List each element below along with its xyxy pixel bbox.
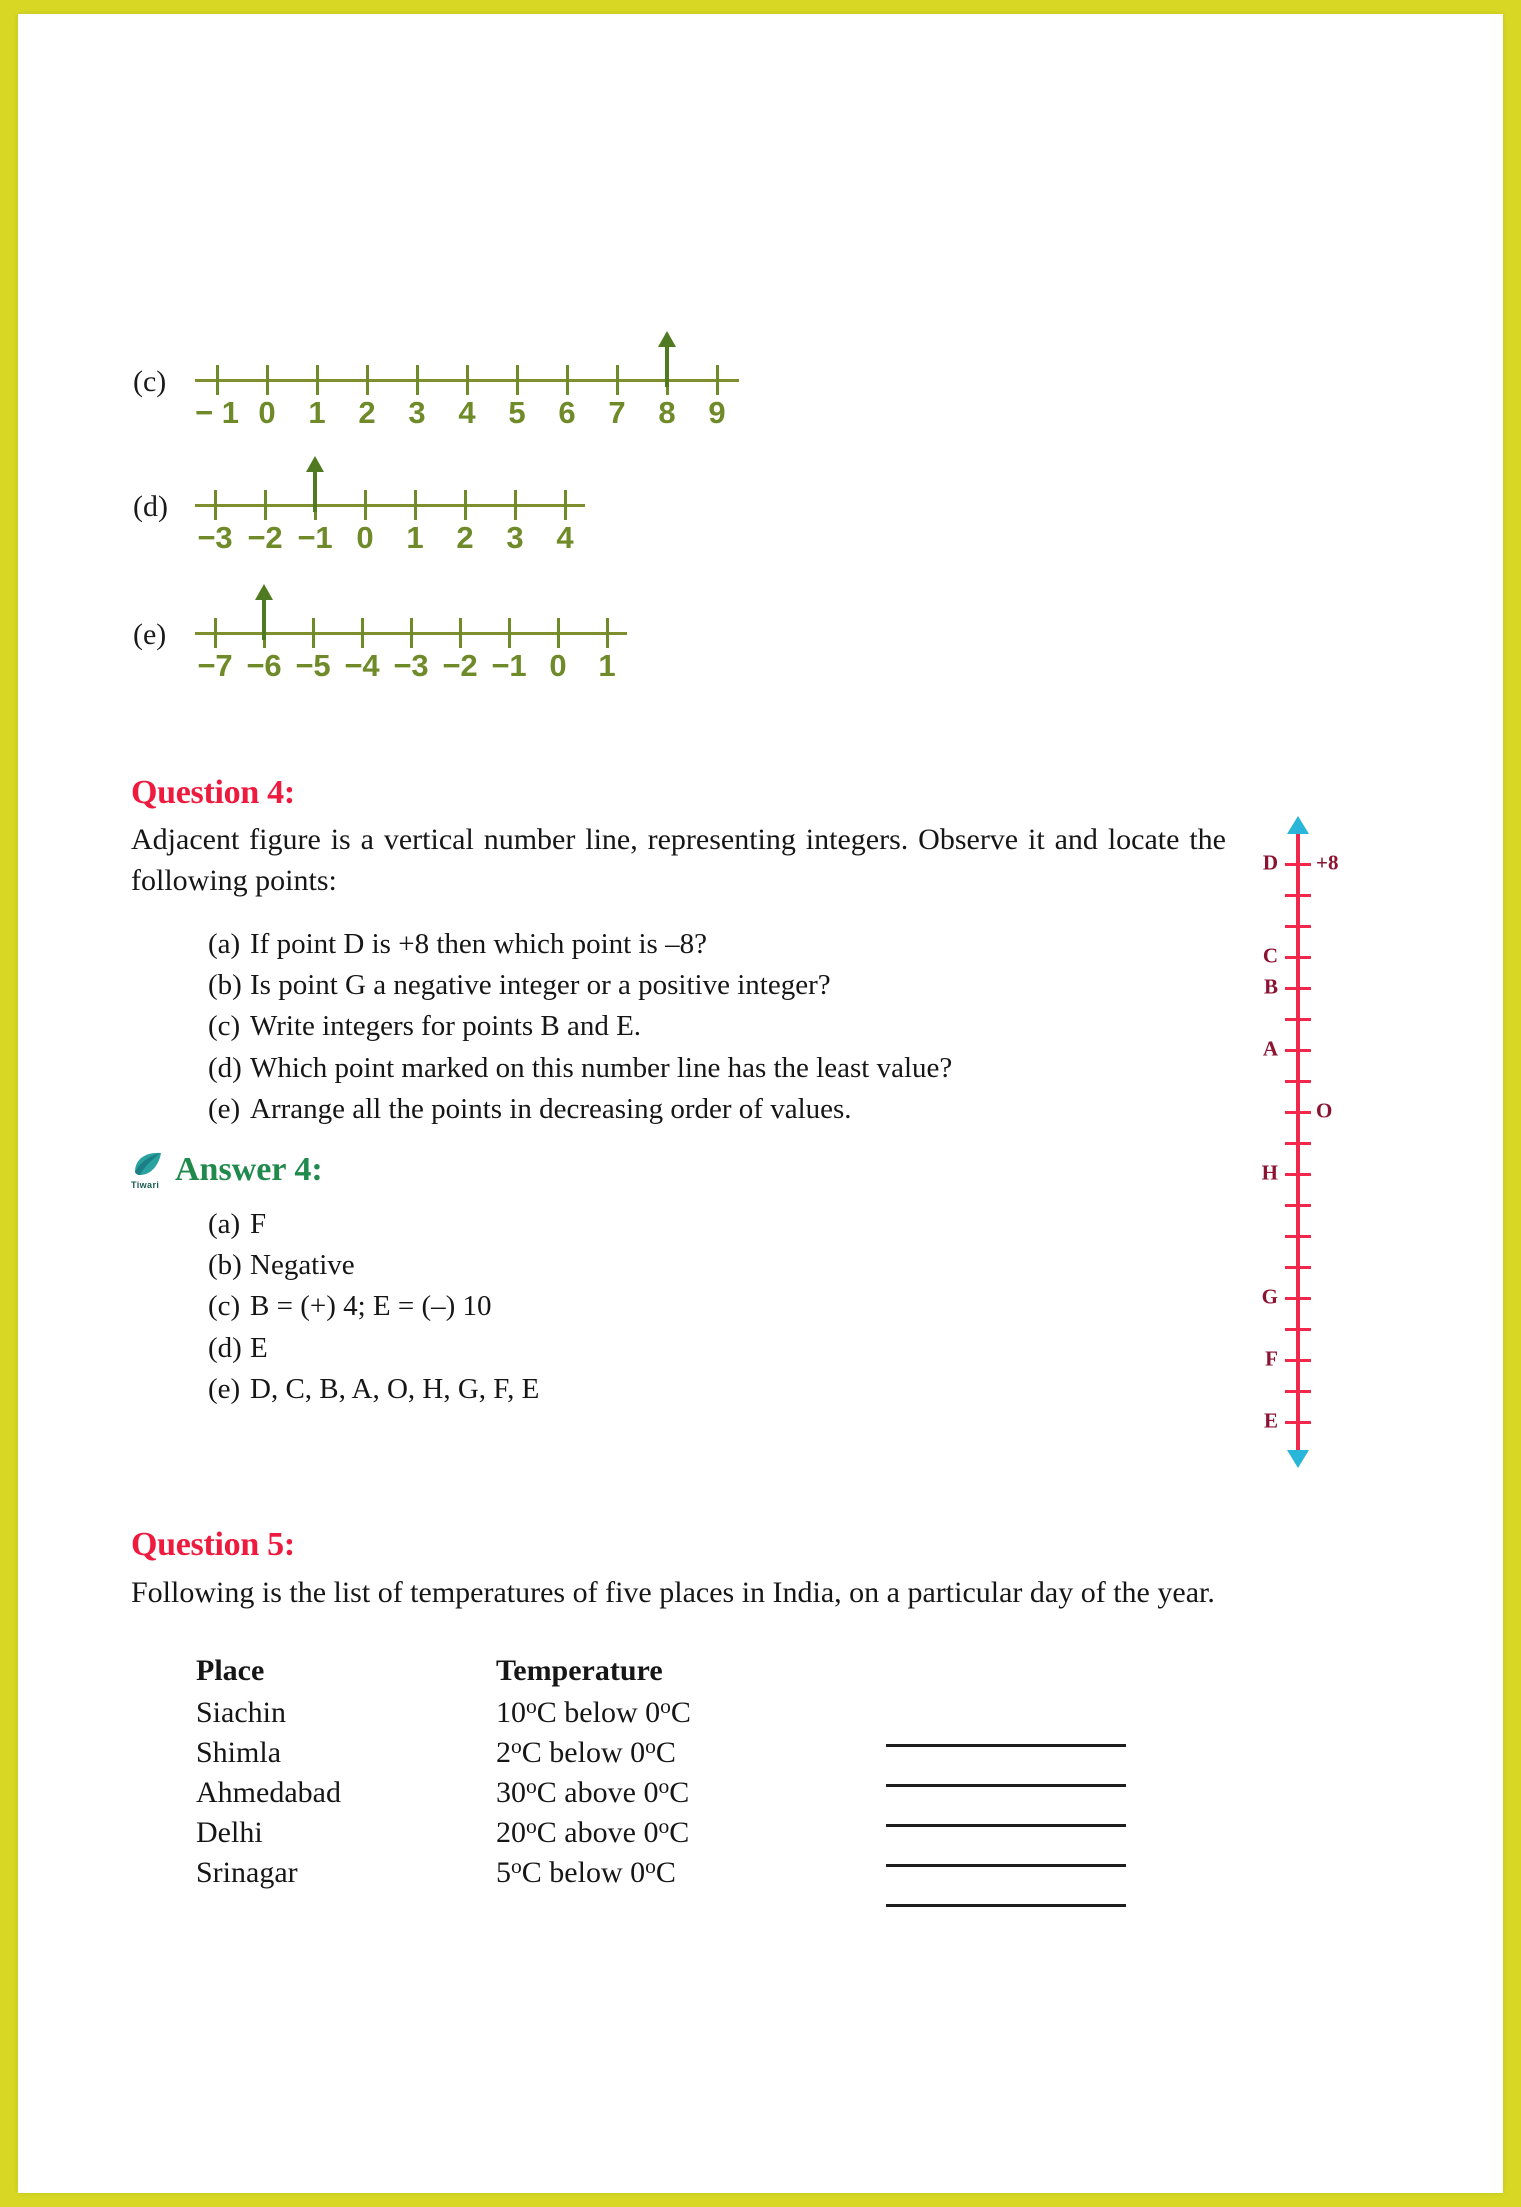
- vertical-point-label-e: E: [1263, 1408, 1278, 1433]
- question-4-item-list: [208, 924, 952, 1130]
- table-column-header: Place: [196, 1654, 265, 1687]
- number-line-marker-arrow: [665, 345, 669, 387]
- number-line-tick-label: −1: [491, 648, 527, 683]
- question-4-item: [208, 1089, 952, 1130]
- number-line-tick: [416, 365, 419, 395]
- number-line-tick-label: −7: [197, 648, 233, 683]
- number-line-tick: [516, 365, 519, 395]
- vertical-number-line-tick: [1285, 987, 1311, 990]
- answer-4-item: [208, 1245, 539, 1286]
- number-line-tick-label: − 1: [195, 395, 239, 430]
- vertical-number-line-tick: [1285, 1328, 1311, 1331]
- number-line-figure-e: [195, 592, 627, 702]
- vertical-number-line-tick: [1285, 863, 1311, 866]
- question-5-heading: Question 5:: [131, 1526, 295, 1563]
- number-line-tick-label: −1: [297, 520, 333, 555]
- number-line-tick-label: 2: [456, 520, 474, 555]
- vertical-number-line-tick: [1285, 1018, 1311, 1021]
- vertical-number-line-tick: [1285, 1297, 1311, 1300]
- page-sheet: [18, 14, 1503, 2193]
- answer-4-item-text: F: [250, 1208, 267, 1240]
- vertical-number-line-tick: [1285, 1173, 1311, 1176]
- answer-4-item-text: B = (+) 4; E = (–) 10: [250, 1290, 492, 1323]
- number-line-tick: [464, 490, 467, 520]
- answer-4-title: Answer 4:: [175, 1151, 323, 1188]
- number-line-tick-label: 0: [258, 395, 276, 430]
- vertical-number-line-tick: [1285, 1266, 1311, 1269]
- tiwari-leaf-icon: [131, 1150, 169, 1190]
- number-line-tick: [361, 618, 364, 648]
- answer-4-item-tag: (d): [208, 1331, 242, 1364]
- question-4-item-tag: (a): [208, 928, 241, 960]
- vertical-number-line-tick: [1285, 925, 1311, 928]
- number-line-tick: [366, 365, 369, 395]
- question-4-item-tag: (e): [208, 1092, 241, 1125]
- number-line-tick-label: 6: [558, 395, 576, 430]
- answer-4-item-text: Negative: [250, 1249, 355, 1282]
- answer-blank-rule: [886, 1864, 1126, 1867]
- number-line-tick: [508, 618, 511, 648]
- question-4-intro: Adjacent figure is a vertical number line, representing integers. Observe it and locate the following points:: [131, 823, 1226, 898]
- vertical-number-line-tick: [1285, 1080, 1311, 1083]
- question-4-item: [208, 965, 952, 1006]
- number-line-label-d: (d): [133, 490, 168, 523]
- number-line-tick-label: 4: [458, 395, 476, 430]
- number-line-tick: [564, 490, 567, 520]
- vertical-point-label-a: A: [1262, 1036, 1278, 1061]
- answer-4-heading-row: [131, 1150, 323, 1190]
- table-cell-place: Ahmedabad: [196, 1776, 341, 1810]
- answer-4-item-tag: (e): [208, 1372, 241, 1405]
- number-line-label-c: (c): [133, 365, 167, 398]
- number-line-marker-arrowhead: [255, 584, 273, 600]
- number-line-figure-c: [195, 339, 739, 449]
- vertical-point-label-d: D: [1262, 850, 1278, 875]
- number-line-tick: [312, 618, 315, 648]
- question-4-item-tag: (d): [208, 1051, 242, 1084]
- vertical-point-label-c: C: [1262, 943, 1278, 968]
- number-line-tick-label: 3: [506, 520, 524, 555]
- number-line-tick-label: 1: [406, 520, 424, 555]
- vertical-point-label-h: H: [1261, 1160, 1278, 1185]
- answer-4-item-tag: (a): [208, 1208, 241, 1240]
- answer-blank-rule: [886, 1824, 1126, 1827]
- number-line-tick-label: 1: [598, 648, 616, 683]
- number-line-tick: [264, 490, 267, 520]
- question-4-item: [208, 1006, 952, 1047]
- number-line-tick-label: 1: [308, 395, 326, 430]
- table-row: [196, 1814, 1126, 1854]
- vertical-number-line-tick: [1285, 1049, 1311, 1052]
- number-line-tick: [410, 618, 413, 648]
- number-line-tick-label: 2: [358, 395, 376, 430]
- vertical-number-line-tick: [1285, 1142, 1311, 1145]
- number-line-tick: [616, 365, 619, 395]
- number-line-tick: [716, 365, 719, 395]
- tiwari-logo-text: Tiwari: [131, 1180, 160, 1190]
- number-line-marker-arrow: [313, 470, 317, 512]
- temperature-table: [196, 1654, 1126, 1894]
- answer-4-item-text: D, C, B, A, O, H, G, F, E: [250, 1372, 540, 1405]
- vertical-number-line-tick: [1285, 1111, 1311, 1114]
- vertical-number-line-tick: [1285, 894, 1311, 897]
- number-line-tick-label: −2: [442, 648, 478, 683]
- table-cell-temperature: 30$^o$C above 0$^o$C: [496, 1774, 690, 1810]
- answer-4-item: [208, 1286, 539, 1327]
- table-cell-temperature: 20$^o$C above 0$^o$C: [496, 1814, 690, 1850]
- answer-4-item-list: [208, 1204, 539, 1410]
- table-cell-place: Delhi: [196, 1816, 263, 1850]
- number-line-tick-label: −6: [246, 648, 282, 683]
- number-line-tick-label: −2: [247, 520, 283, 555]
- table-cell-temperature: 2$^o$C below 0$^o$C: [496, 1734, 676, 1770]
- table-row: [196, 1734, 1126, 1774]
- question-4-item-text: Arrange all the points in decreasing order of values.: [250, 1092, 852, 1125]
- answer-blank-rule: [886, 1744, 1126, 1747]
- answer-4-item: [208, 1369, 539, 1410]
- question-4-item-text: Write integers for points B and E.: [250, 1010, 642, 1043]
- number-line-row-d: [133, 464, 585, 574]
- number-line-tick: [466, 365, 469, 395]
- vertical-number-line-tick: [1285, 1390, 1311, 1393]
- question-4-item-text: Is point G a negative integer or a positive integer?: [250, 969, 831, 1002]
- table-row: [196, 1774, 1126, 1814]
- number-line-tick: [316, 365, 319, 395]
- number-line-tick-label: 7: [608, 395, 626, 430]
- vertical-point-label-b: B: [1263, 974, 1278, 999]
- number-line-tick: [214, 618, 217, 648]
- table-cell-place: Srinagar: [196, 1856, 298, 1890]
- table-cell-place: Shimla: [196, 1736, 282, 1770]
- number-line-tick-label: 5: [508, 395, 526, 430]
- number-line-tick-label: −4: [344, 648, 380, 683]
- table-cell-place: Siachin: [196, 1696, 286, 1730]
- vertical-point-label-g: G: [1261, 1284, 1278, 1309]
- number-line-tick: [266, 365, 269, 395]
- number-line-tick: [414, 490, 417, 520]
- answer-4-item-tag: (c): [208, 1290, 241, 1323]
- number-line-axis: [195, 504, 585, 507]
- answer-4-item: [208, 1328, 539, 1369]
- answer-blank-rule: [886, 1904, 1126, 1907]
- number-line-tick-label: −3: [197, 520, 233, 555]
- vertical-number-line-tick: [1285, 1359, 1311, 1362]
- number-line-tick: [566, 365, 569, 395]
- number-line-figure-d: [195, 464, 585, 574]
- number-line-tick: [216, 365, 219, 395]
- table-column-header: Temperature: [496, 1654, 663, 1687]
- number-line-row-e: [133, 592, 627, 702]
- vertical-point-label-f: F: [1265, 1346, 1278, 1371]
- vertical-axis-arrowhead-up: [1287, 816, 1309, 834]
- answer-blank-rule: [886, 1784, 1126, 1787]
- question-4-item-tag: (b): [208, 969, 242, 1002]
- number-line-marker-arrow: [262, 598, 266, 640]
- question-4-item: [208, 1048, 952, 1089]
- number-line-tick: [364, 490, 367, 520]
- question-4-item: [208, 924, 952, 965]
- number-line-tick-label: 0: [356, 520, 374, 555]
- number-line-tick-label: −3: [393, 648, 429, 683]
- number-line-tick: [214, 490, 217, 520]
- number-line-tick-label: 4: [556, 520, 574, 555]
- answer-4-item-tag: (b): [208, 1249, 242, 1282]
- table-cell-temperature: 10$^o$C below 0$^o$C: [496, 1694, 691, 1730]
- number-line-tick: [459, 618, 462, 648]
- answer-4-item: [208, 1204, 539, 1245]
- vertical-number-line-tick: [1285, 1204, 1311, 1207]
- number-line-marker-arrowhead: [658, 331, 676, 347]
- number-line-row-c: [133, 339, 739, 449]
- question-4-item-text: If point D is +8 then which point is –8?: [250, 928, 707, 960]
- question-5-intro: Following is the list of temperatures of five places in India, on a particular day of the year.: [131, 1576, 1215, 1609]
- table-row: [196, 1854, 1126, 1894]
- number-line-tick-label: 3: [408, 395, 426, 430]
- number-line-tick: [557, 618, 560, 648]
- table-row: [196, 1694, 1126, 1734]
- vertical-point-label-o: O: [1316, 1098, 1333, 1123]
- number-line-tick-label: 0: [549, 648, 567, 683]
- number-line-tick-label: 8: [658, 395, 676, 430]
- number-line-label-e: (e): [133, 618, 167, 651]
- question-4-heading: Question 4:: [131, 774, 295, 811]
- number-line-tick-label: 9: [708, 395, 726, 430]
- question-4-item-text: Which point marked on this number line has the least value?: [250, 1051, 953, 1084]
- vertical-axis-arrowhead-down: [1287, 1450, 1309, 1468]
- table-header-row: [196, 1654, 1126, 1694]
- table-cell-temperature: 5$^o$C below 0$^o$C: [496, 1854, 676, 1890]
- vertical-number-line-tick: [1285, 1421, 1311, 1424]
- question-4-item-tag: (c): [208, 1010, 241, 1043]
- vertical-number-line-tick: [1285, 956, 1311, 959]
- answer-4-item-text: E: [250, 1331, 268, 1364]
- number-line-tick: [606, 618, 609, 648]
- vertical-number-line-tick: [1285, 1235, 1311, 1238]
- vertical-top-value-label: +8: [1316, 850, 1339, 875]
- vertical-number-line: [1243, 832, 1353, 1452]
- number-line-tick: [514, 490, 517, 520]
- number-line-tick-label: −5: [295, 648, 331, 683]
- number-line-marker-arrowhead: [306, 456, 324, 472]
